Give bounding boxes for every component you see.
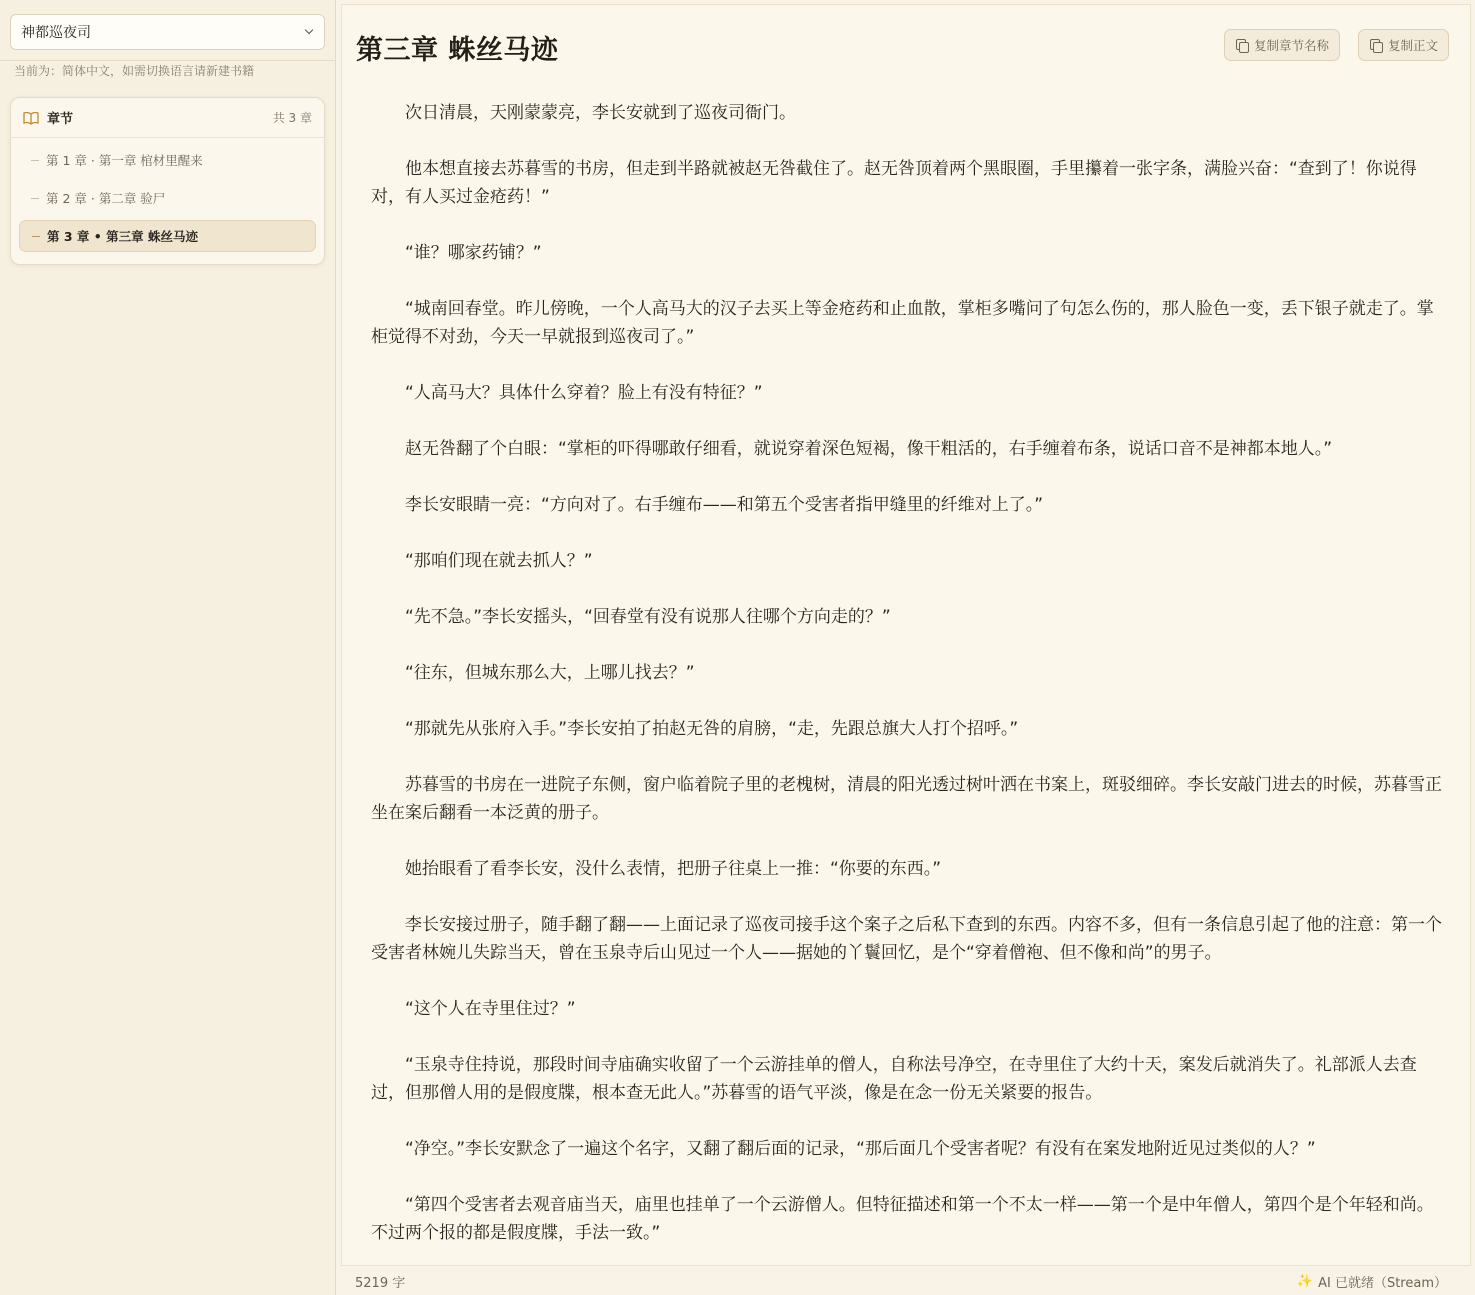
chapter-item-marker: [31, 198, 39, 199]
copy-body-label: 复制正文: [1388, 38, 1439, 53]
chapter-item-active[interactable]: [19, 220, 316, 252]
chapter-title: 第三章 蛛丝马迹: [356, 35, 559, 66]
ai-status-label: AI 已就绪（Stream）: [1318, 1276, 1447, 1291]
chapter-item-label: 第 3 章 • 第三章 蛛丝马迹: [47, 229, 198, 244]
paragraph: “城南回春堂。昨儿傍晚，一个人高马大的汉子去买上等金疮药和止血散，掌柜多嘴问了句怎么伤的，那人脸色一变，丢下银子就走了。掌柜觉得不对劲，今天一早就报到巡夜司了。”: [371, 299, 1434, 347]
chapter-panel-title: [23, 108, 73, 127]
book-icon: [23, 111, 39, 125]
paragraph: 苏暮雪的书房在一进院子东侧，窗户临着院子里的老槐树，清晨的阳光透过树叶洒在书案上，斑驳细碎。李长安敲门进去的时候，苏暮雪正坐在案后翻看一本泛黄的册子。: [371, 775, 1442, 823]
word-count: 5219 字: [355, 1276, 406, 1291]
paragraph: 次日清晨，天刚蒙蒙亮，李长安就到了巡夜司衙门。: [405, 103, 796, 123]
paragraph: “谁？哪家药铺？”: [405, 243, 542, 263]
chapter-list: [11, 138, 324, 264]
paragraph: “玉泉寺住持说，那段时间寺庙确实收留了一个云游挂单的僧人，自称法号净空，在寺里住了大约十天，案发后就消失了。礼部派人去查过，但那僧人用的是假度牒，根本查无此人。”苏暮雪的语气平淡，像是在念一份无关紧要的报告。: [371, 1055, 1417, 1103]
paragraph: “这个人在寺里住过？”: [405, 999, 576, 1019]
chapter-item-label: 第 1 章 · 第一章 棺材里醒来: [46, 153, 203, 168]
paragraph: 他本想直接去苏暮雪的书房，但走到半路就被赵无咎截住了。赵无咎顶着两个黑眼圈，手里攥着一张字条，满脸兴奋：“查到了！你说得对，有人买过金疮药！”: [371, 159, 1417, 207]
paragraph: “人高马大？具体什么穿着？脸上有没有特征？”: [405, 383, 763, 403]
paragraph: 李长安眼睛一亮：“方向对了。右手缠布——和第五个受害者指甲缝里的纤维对上了。”: [405, 495, 1044, 515]
status-bar: [337, 1268, 1475, 1295]
paragraph: “第四个受害者去观音庙当天，庙里也挂单了一个云游僧人。但特征描述和第一个不太一样——第一个是中年僧人，第四个是个年轻和尚。不过两个报的都是假度牒，手法一致。”: [371, 1195, 1434, 1243]
sparkle-icon: ✨: [1296, 1274, 1314, 1289]
chapter-item[interactable]: [19, 144, 316, 176]
book-selector-value: 神都巡夜司: [21, 25, 91, 41]
copy-chapter-title-button[interactable]: [1224, 29, 1340, 61]
chevron-down-icon: [304, 27, 314, 37]
chapter-count: 共 3 章: [272, 111, 312, 125]
copy-icon: [1235, 38, 1249, 52]
chapter-item-marker: [31, 160, 39, 161]
sidebar: [0, 0, 336, 1295]
chapter-body[interactable]: [371, 99, 1443, 1275]
copy-body-button[interactable]: [1358, 29, 1449, 61]
paragraph: 赵无咎翻了个白眼：“掌柜的吓得哪敢仔细看，就说穿着深色短褐，像干粗活的，右手缠着布条，说话口音不是神都本地人。”: [405, 439, 1333, 459]
paragraph: “往东，但城东那么大，上哪儿找去？”: [405, 663, 695, 683]
chapter-editor: [341, 4, 1471, 1266]
ai-status: [1297, 1272, 1447, 1291]
chapter-item-label: 第 2 章 · 第二章 验尸: [46, 191, 166, 206]
chapter-panel: [10, 97, 325, 265]
chapter-panel-header: [11, 98, 324, 138]
copy-icon: [1369, 38, 1383, 52]
book-selector[interactable]: [10, 14, 325, 50]
paragraph: “净空。”李长安默念了一遍这个名字，又翻了翻后面的记录，“那后面几个受害者呢？有没有在案发地附近见过类似的人？”: [405, 1139, 1316, 1159]
language-note: 当前为：简体中文，如需切换语言请新建书籍: [14, 64, 255, 78]
sidebar-divider: [0, 60, 336, 61]
paragraph: “先不急。”李长安摇头，“回春堂有没有说那人往哪个方向走的？”: [405, 607, 891, 627]
paragraph: “那就先从张府入手。”李长安拍了拍赵无咎的肩膀，“走，先跟总旗大人打个招呼。”: [405, 719, 1019, 739]
copy-chapter-title-label: 复制章节名称: [1254, 38, 1330, 53]
paragraph: “那咱们现在就去抓人？”: [405, 551, 593, 571]
chapter-panel-label: 章节: [47, 112, 74, 127]
chapter-item[interactable]: [19, 182, 316, 214]
main-content: [337, 0, 1475, 1295]
paragraph: 李长安接过册子，随手翻了翻——上面记录了巡夜司接手这个案子之后私下查到的东西。内容不多，但有一条信息引起了他的注意：第一个受害者林婉儿失踪当天，曾在玉泉寺后山见过一个人——据她的丫鬟回忆，是个“穿着僧袍、但不像和尚”的男子。: [371, 915, 1442, 963]
chapter-item-marker: [32, 236, 40, 237]
paragraph: 她抬眼看了看李长安，没什么表情，把册子往桌上一推：“你要的东西。”: [405, 859, 942, 879]
